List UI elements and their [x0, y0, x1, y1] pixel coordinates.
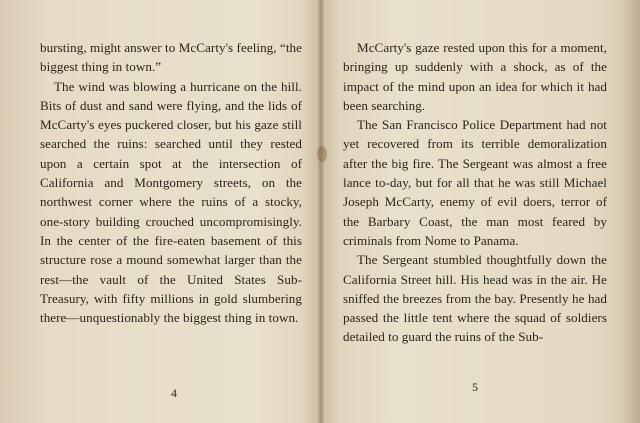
left-page-number: 4	[171, 386, 177, 400]
right-paragraph-3: The Sergeant stumbled thoughtfully down the California Street hill. His head was in the air. He sniffed the breezes from the bay. Presently he had passed the little tent where the squad of soldiers detailed to guard the ruins of the Sub-	[343, 252, 607, 345]
left-page-text	[40, 38, 302, 327]
left-paragraph-2: The wind was blowing a hurricane on the hill. Bits of dust and sand were flying, and the lids of McCarty's eyes puckered closer, but his gaze still searched the ruins: searched until they rested upon a certain spot at the intersection of California and Montgomery streets, on the northwest corner where the ruins of a stocky, one-story building crouched uncompromisingly. In the center of the fire-eaten basement of this structure rose a mound somewhat larger than the rest—the vault of the United States Sub-Treasury, with fifty millions in gold slumbering there—unquestionably the biggest thing in town.	[40, 78, 302, 326]
left-paragraph-1: bursting, might answer to McCarty's feeling, “the biggest thing in town.”	[40, 40, 302, 75]
right-page-text	[343, 38, 607, 347]
book-spine	[318, 0, 324, 423]
paper-stain	[317, 146, 327, 162]
right-paragraph-2: The San Francisco Police Department had not yet recovered from its terrible demoralization after the big fire. The Sergeant was almost a free lance to-day, but for all that he was still Michael Joseph McCarty, enemy of evil doers, terror of the Barbary Coast, the man most feared by criminals from Nome to Panama.	[343, 117, 607, 248]
right-page-number: 5	[472, 380, 478, 394]
right-paragraph-1: McCarty's gaze rested upon this for a moment, bringing up suddenly with a shock, as of the impact of the mind upon an idea for which it had been searching.	[343, 40, 607, 113]
page-edge-shadow	[620, 0, 640, 423]
